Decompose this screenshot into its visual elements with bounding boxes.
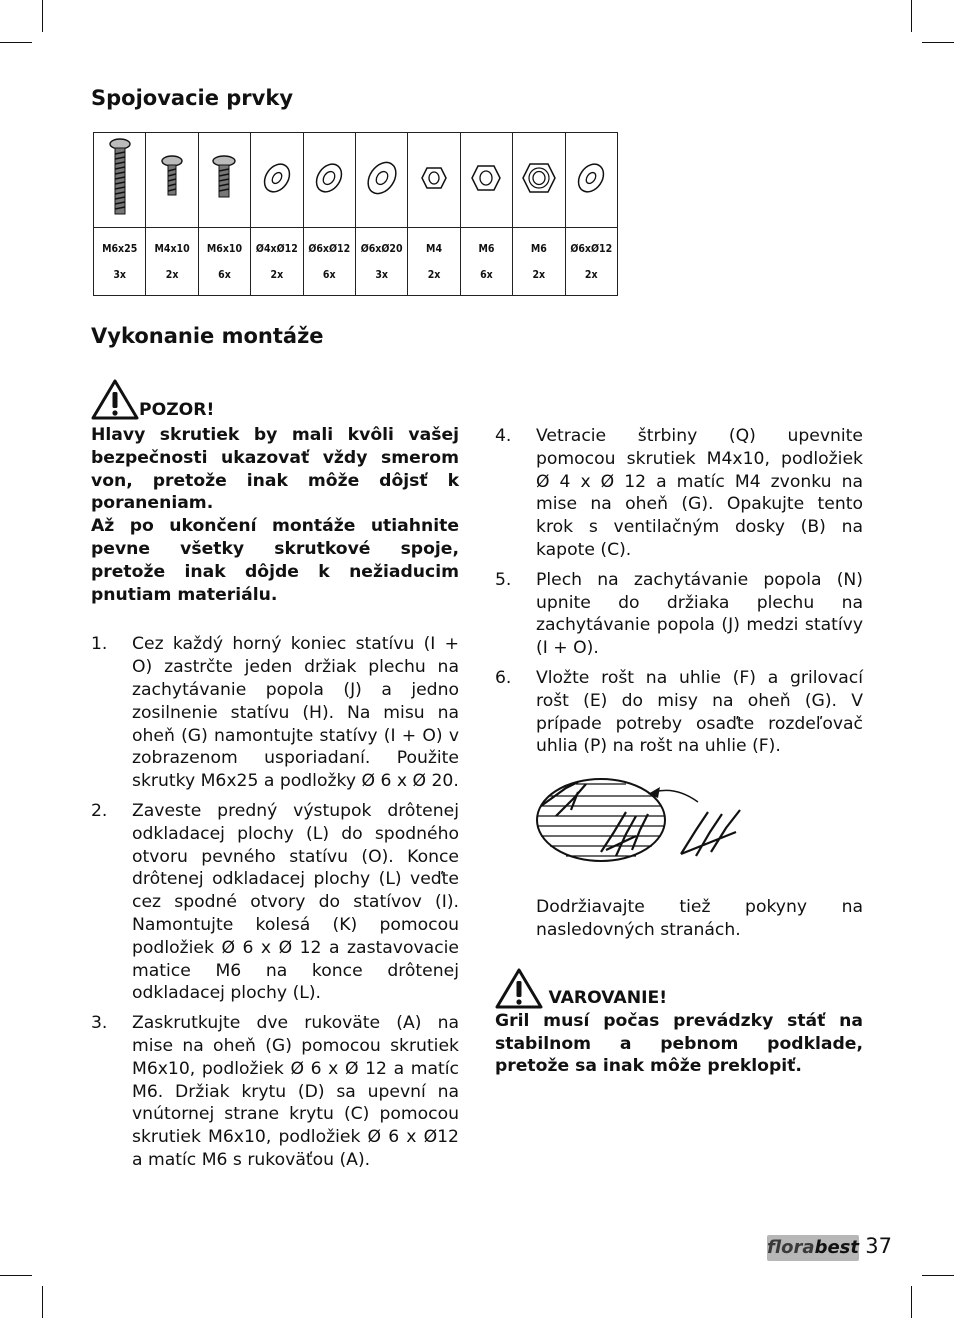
- part-size: M4x10: [154, 242, 190, 255]
- part-size: Ø6xØ12: [308, 242, 351, 255]
- step-text: Cez každý horný koniec statívu (I + O) zastrčte jeden držiak plechu na zachytávanie popola (J) a jedno zosilnenie statívu (H). Na misu na oheň (G) namontujte statívy (I + O) v zobrazenom usporiadaní. Použite skrutky M6x25 a podložky Ø 6 x Ø 20.: [132, 634, 459, 792]
- part-cell: [565, 133, 617, 228]
- steps-list-right: [495, 425, 863, 758]
- step-item: [91, 1012, 459, 1172]
- step-item: [91, 633, 459, 793]
- crop-mark: [911, 1286, 912, 1318]
- crop-mark: [42, 1286, 43, 1318]
- step-item: [495, 667, 863, 758]
- caution-title: POZOR!: [139, 400, 215, 421]
- part-size: M6x25: [102, 242, 138, 255]
- part-label: [146, 228, 198, 296]
- right-column: [495, 425, 863, 1078]
- part-size: M6x10: [206, 242, 243, 255]
- step-item: [495, 425, 863, 562]
- step-number: 1.: [91, 634, 108, 655]
- part-label: [460, 228, 512, 296]
- warning-header: [495, 968, 863, 1010]
- step-text: Vetracie štrbiny (Q) upevnite pomocou skrutiek M4x10, podložiek Ø 4 x Ø 12 a matíc M4 zvonku na mise na oheň (G). Opakujte tento krok s ventilačným dosky (B) na kapote (C).: [536, 426, 863, 560]
- step-text: Plech na zachytávanie popola (N) upnite do držiaka plechu na zachytávanie popola (J) medzi statívy (I + O).: [536, 569, 863, 659]
- page-number: 37: [865, 1234, 892, 1258]
- part-size: M6: [530, 242, 547, 255]
- part-qty: 3x: [113, 268, 127, 281]
- part-label: [408, 228, 460, 296]
- nut-icon: [419, 163, 449, 193]
- part-qty: 6x: [480, 268, 493, 281]
- step-number: 4.: [495, 426, 512, 446]
- part-size: Ø6xØ12: [570, 242, 613, 255]
- left-column: [91, 380, 459, 1179]
- step-text: Zaskrutkujte dve rukoväte (A) na mise na oheň (G) pomocou skrutiek M6x10, podložiek Ø 6 x Ø 12 a matíc M6. Držiak krytu (D) sa upevní na vnútornej strane krytu (C) pomocou skrutiek M6x10, podložiek Ø 6 x Ø12 a matíc M6 s rukoväťou (A).: [132, 1013, 459, 1170]
- coal-grate-divider-illustration: [536, 772, 756, 868]
- step-number: 5.: [495, 569, 512, 590]
- warning-triangle-icon: [91, 378, 139, 420]
- warning-triangle-icon: [495, 967, 543, 1009]
- parts-icon-row: [94, 133, 618, 228]
- washer-icon: [311, 160, 347, 196]
- connectors-heading: Spojovacie prvky: [91, 86, 294, 110]
- part-cell: [513, 133, 565, 228]
- warning-text: Gril musí počas prevádzky stáť na stabilnom a pebnom podklade, pretože sa inak môže preklopiť.: [495, 1010, 863, 1077]
- crop-mark: [922, 42, 954, 43]
- caution-text: Hlavy skrutiek by mali kvôli vašej bezpečnosti ukazovať vždy smerom von, pretože inak môže dôjsť k poraneniam.: [91, 425, 459, 514]
- step-number: 6.: [495, 667, 512, 688]
- part-label: [513, 228, 565, 296]
- part-size: Ø6xØ20: [360, 242, 403, 255]
- step-item: [91, 800, 459, 1005]
- part-label: [94, 228, 146, 296]
- long-screw-icon: [105, 136, 135, 220]
- crop-mark: [922, 1275, 954, 1276]
- short-screw-icon: [209, 153, 239, 203]
- part-cell: [303, 133, 355, 228]
- parts-table: [93, 132, 618, 296]
- part-cell: [198, 133, 250, 228]
- lock-nut-icon: [520, 159, 558, 197]
- part-qty: 3x: [375, 268, 388, 281]
- short-screw-icon: [157, 153, 187, 203]
- part-label: [565, 228, 617, 296]
- brand-logo: [767, 1235, 859, 1261]
- part-label: [198, 228, 250, 296]
- part-qty: 2x: [165, 268, 179, 281]
- washer-icon: [573, 160, 609, 196]
- brand-light: flora: [767, 1237, 815, 1258]
- warning-box: [495, 968, 863, 1078]
- note-text: Dodržiavajte tiež pokyny na nasledovných stranách.: [536, 897, 863, 940]
- parts-label-row: [94, 228, 618, 296]
- warning-title: VAROVANIE!: [548, 987, 668, 1008]
- step-item: [495, 569, 863, 660]
- part-size: Ø4xØ12: [255, 242, 298, 255]
- part-cell: [408, 133, 460, 228]
- part-label: [355, 228, 407, 296]
- part-cell: [251, 133, 303, 228]
- part-qty: 6x: [322, 268, 336, 281]
- washer-icon: [363, 159, 401, 197]
- part-qty: 2x: [584, 268, 598, 281]
- assembly-heading: Vykonanie montáže: [91, 324, 324, 348]
- part-size: M4: [426, 242, 443, 255]
- caution-text: Až po ukončení montáže utiahnite pevne všetky skrutkové spoje, pretože inak dôjde k nežiaducim pnutiam materiálu.: [91, 516, 459, 605]
- part-qty: 2x: [427, 268, 441, 281]
- part-cell: [460, 133, 512, 228]
- part-cell: [94, 133, 146, 228]
- crop-mark: [0, 1275, 32, 1276]
- part-qty: 2x: [270, 268, 284, 281]
- brand-bold: best: [814, 1237, 859, 1258]
- part-size: M6: [478, 242, 495, 255]
- part-label: [251, 228, 303, 296]
- crop-mark: [911, 0, 912, 32]
- part-cell: [355, 133, 407, 228]
- grate-illustration: [536, 772, 863, 868]
- caution-header: [91, 380, 459, 424]
- step-number: 2.: [91, 800, 108, 821]
- steps-list-left: [91, 633, 459, 1171]
- part-label: [303, 228, 355, 296]
- step-text: Vložte rošt na uhlie (F) a grilovací rošt (E) do misy na oheň (G). V prípade potreby osaďte rozdeľovač uhlia (P) na rošt na uhlie (F).: [536, 667, 863, 757]
- part-cell: [146, 133, 198, 228]
- crop-mark: [42, 0, 43, 32]
- caution-box: [91, 380, 459, 606]
- washer-icon: [259, 160, 295, 196]
- part-qty: 6x: [218, 268, 231, 281]
- crop-mark: [0, 42, 32, 43]
- step-text: Zaveste predný výstupok drôtenej odkladacej plochy (L) do spodného otvoru pevného statívu (O). Konce drôtenej odkladacej plochy (L) veďte cez spodné otvory do statívov (I). Namontujte kolesá (K) pomocou podložiek Ø 6 x Ø 12 a zastavovacie matice M6 na konce drôtenej odkladacej plochy (L).: [132, 800, 459, 1004]
- part-qty: 2x: [532, 268, 546, 281]
- step-number: 3.: [91, 1013, 108, 1034]
- nut-icon: [469, 161, 503, 195]
